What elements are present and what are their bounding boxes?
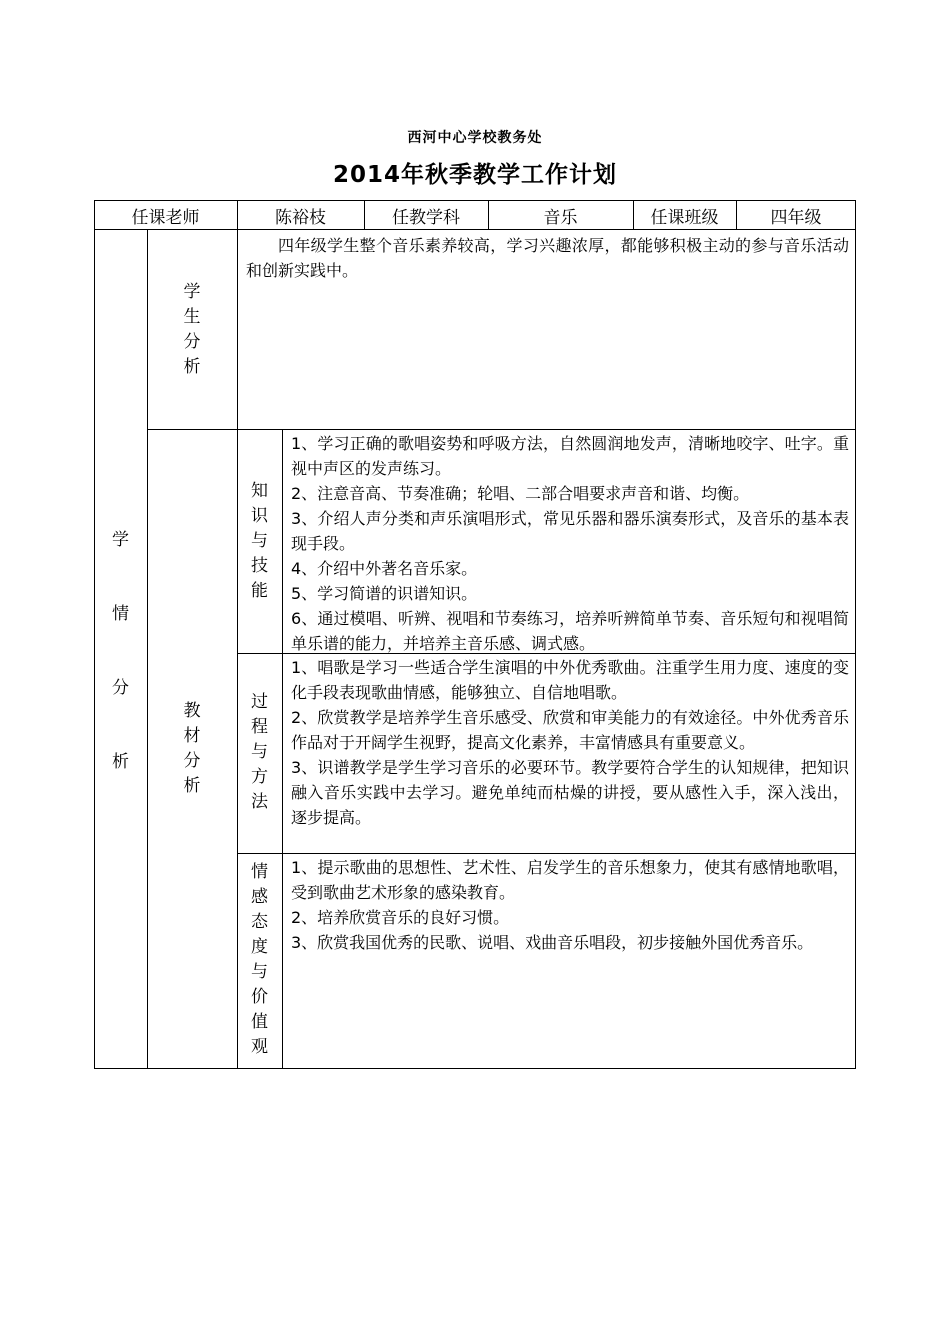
list-item: 1、提示歌曲的思想性、艺术性、启发学生的音乐想象力，使其有感情地歌唱，受到歌曲艺术形象的感染教育。 [291,858,849,902]
emotion-label-char: 情 [251,862,268,882]
list-item: 2、注意音高、节奏准确；轮唱、二部合唱要求声音和谐、均衡。 [291,484,750,503]
process-label-char: 方 [251,767,268,787]
process-label-char: 过 [251,692,268,712]
section-label-char: 析 [112,752,129,772]
emotion-values-content [283,855,855,955]
emotion-label-char: 感 [251,887,268,907]
knowledge-label-char: 知 [251,481,268,501]
list-item: 4、介绍中外著名音乐家。 [291,559,478,578]
material-analysis-label [147,699,237,799]
list-item: 3、欣赏我国优秀的民歌、说唱、戏曲音乐唱段，初步接触外国优秀音乐。 [291,933,814,952]
section-label-char: 学 [112,530,129,550]
department-name: 西河中心学校教务处 [407,130,543,146]
list-item: 1、学习正确的歌唱姿势和呼吸方法，自然圆润地发声，清晰地咬字、吐字。重视中声区的发声练习。 [291,434,849,478]
section-label-char: 情 [112,604,129,624]
class-value: 四年级 [770,207,822,228]
process-method-content [283,655,855,830]
knowledge-label-char: 技 [251,556,268,576]
process-label-char: 与 [251,742,268,762]
list-item: 3、识谱教学是学生学习音乐的必要环节。教学要符合学生的认知规律，把知识融入音乐实践中去学习。避免单纯而枯燥的讲授，要从感性入手，深入浅出，逐步提高。 [291,758,849,827]
process-label-char: 程 [251,717,268,737]
section-label [94,525,147,821]
table-rule [237,853,856,854]
knowledge-skills-label [237,479,282,604]
list-item: 2、培养欣赏音乐的良好习惯。 [291,908,510,927]
student-label-char: 生 [183,307,201,327]
material-label-char: 教 [183,701,201,721]
student-analysis-content [238,233,855,283]
student-label-char: 分 [183,332,201,352]
material-label-char: 分 [183,751,201,771]
knowledge-label-char: 识 [251,506,268,526]
student-label-char: 学 [183,282,201,302]
teacher-value: 陈裕枝 [275,207,326,228]
emotion-label-char: 值 [251,1012,268,1032]
list-item: 6、通过模唱、听辨、视唱和节奏练习，培养听辨简单节奏、音乐短句和视唱简单乐谱的能力，并培养主音乐感、调式感。 [291,609,849,653]
list-item: 2、欣赏教学是培养学生音乐感受、欣赏和审美能力的有效途径。中外优秀音乐作品对于开阔学生视野，提高文化素养，丰富情感具有重要意义。 [291,708,849,752]
material-label-char: 材 [183,726,201,746]
table-border-right [855,200,856,1069]
student-analysis-text: 四年级学生整个音乐素养较高，学习兴趣浓厚，都能够积极主动的参与音乐活动和创新实践中。 [246,236,849,280]
subject-label: 任教学科 [392,207,460,228]
emotion-label-char: 与 [251,962,268,982]
emotion-label-char: 观 [251,1037,268,1057]
teacher-label: 任课老师 [131,207,200,228]
table-border-bottom [94,1068,856,1069]
page-title: 2014年秋季教学工作计划 [332,162,617,188]
emotion-values-label [237,860,282,1060]
material-label-char: 析 [183,776,201,796]
process-method-label [237,690,282,815]
section-label-char: 分 [112,678,129,698]
process-label-char: 法 [251,792,268,812]
knowledge-label-char: 能 [251,581,268,601]
list-item: 3、介绍人声分类和声乐演唱形式，常见乐器和器乐演奏形式，及音乐的基本表现手段。 [291,509,849,553]
table-rule [147,429,856,430]
emotion-label-char: 度 [251,937,268,957]
emotion-label-char: 态 [251,912,268,932]
student-analysis-label [147,280,237,380]
class-label: 任课班级 [650,207,719,228]
emotion-label-char: 价 [251,987,268,1007]
list-item: 1、唱歌是学习一些适合学生演唱的中外优秀歌曲。注重学生用力度、速度的变化手段表现歌曲情感，能够独立、自信地唱歌。 [291,658,849,702]
subject-value: 音乐 [543,207,578,228]
student-label-char: 析 [183,357,201,377]
knowledge-skills-content [283,431,855,656]
knowledge-label-char: 与 [251,531,268,551]
list-item: 5、学习简谱的识谱知识。 [291,584,478,603]
